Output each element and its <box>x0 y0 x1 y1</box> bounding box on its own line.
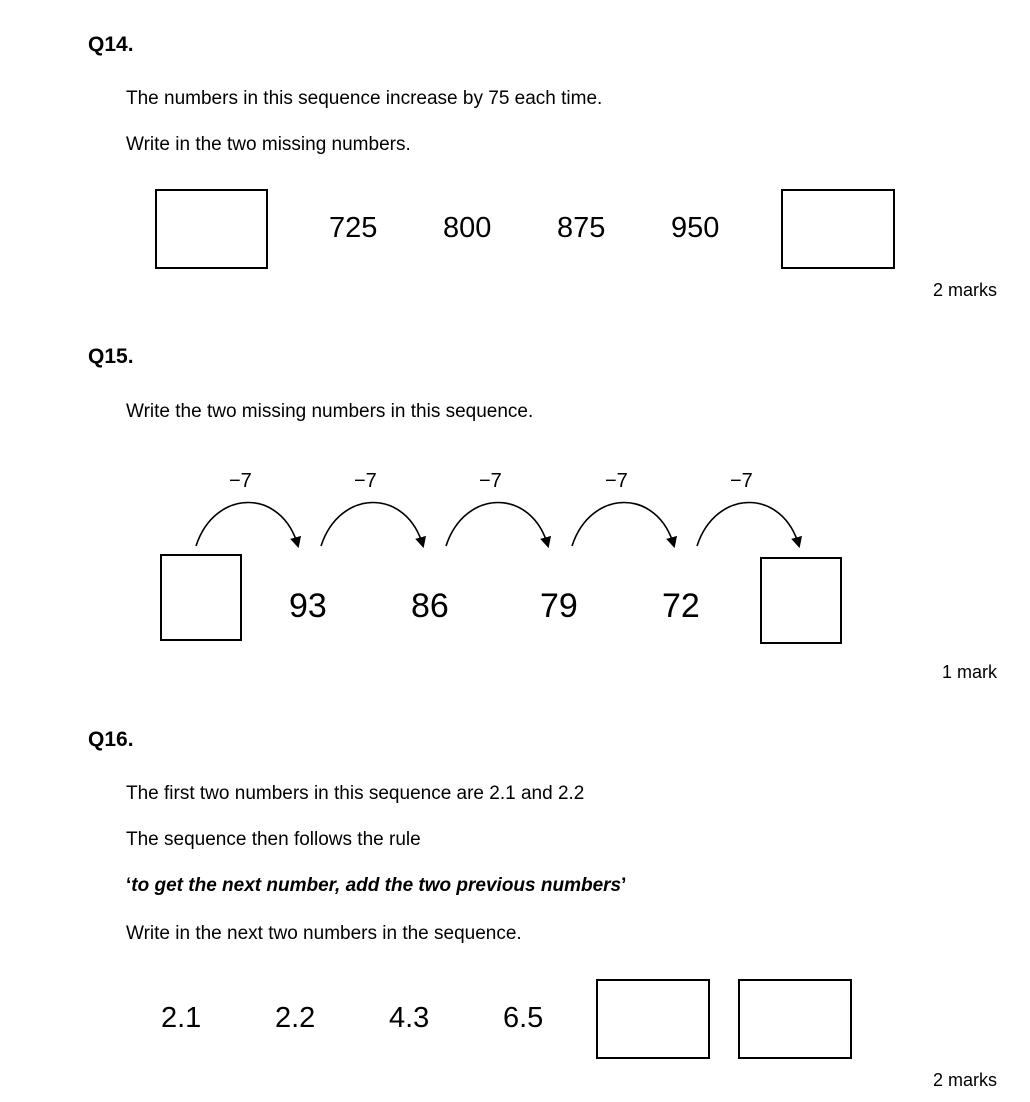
q16-task: Write in the next two numbers in the sequence. <box>126 923 522 944</box>
q15-arrow <box>697 503 799 547</box>
q16-rule-close-quote: ’ <box>621 875 627 896</box>
q16-term: 4.3 <box>389 1002 430 1034</box>
q16-marks: 2 marks <box>932 1070 997 1090</box>
q14-number: Q14. <box>88 33 134 56</box>
q16-intro: The first two numbers in this sequence are 2.1 and 2.2 <box>126 783 585 804</box>
q15-term: 93 <box>289 587 327 625</box>
q15-step-label: −7 <box>479 470 502 492</box>
q14-instruction: The numbers in this sequence increase by 75 each time. <box>126 88 603 109</box>
q16-rule-open-quote: ‘ <box>126 875 132 896</box>
q15-instruction: Write the two missing numbers in this sequence. <box>126 401 534 422</box>
q14-term: 725 <box>329 212 378 244</box>
q14-term: 800 <box>443 212 492 244</box>
q15-arrow <box>572 503 674 547</box>
q15-term: 86 <box>411 587 449 625</box>
q16-rule <box>126 875 626 897</box>
q16-number: Q16. <box>88 728 134 751</box>
q16-term: 2.1 <box>161 1002 202 1034</box>
q15-step-label: −7 <box>229 470 252 492</box>
q15-number: Q15. <box>88 345 134 368</box>
q15-arrow <box>196 503 298 547</box>
q15-answer-box-last[interactable] <box>760 557 842 644</box>
q16-rule-intro: The sequence then follows the rule <box>126 829 421 850</box>
q16-term: 6.5 <box>503 1002 544 1034</box>
q14-task: Write in the two missing numbers. <box>126 134 411 155</box>
q15-step-label: −7 <box>730 470 753 492</box>
q14-term: 950 <box>671 212 720 244</box>
q16-term: 2.2 <box>275 1002 316 1034</box>
q16-answer-box-first[interactable] <box>596 979 710 1059</box>
q14-term: 875 <box>557 212 606 244</box>
q15-arrow <box>321 503 423 547</box>
q15-answer-box-first[interactable] <box>160 554 242 641</box>
q15-arrow <box>446 503 548 547</box>
q15-term: 72 <box>662 587 700 625</box>
q16-rule-text: to get the next number, add the two previous numbers <box>131 875 622 896</box>
q15-step-label: −7 <box>354 470 377 492</box>
q15-marks: 1 mark <box>941 662 997 682</box>
q15-term: 79 <box>540 587 578 625</box>
q15-step-label: −7 <box>605 470 628 492</box>
q16-answer-box-second[interactable] <box>738 979 852 1059</box>
q14-marks: 2 marks <box>932 280 997 300</box>
